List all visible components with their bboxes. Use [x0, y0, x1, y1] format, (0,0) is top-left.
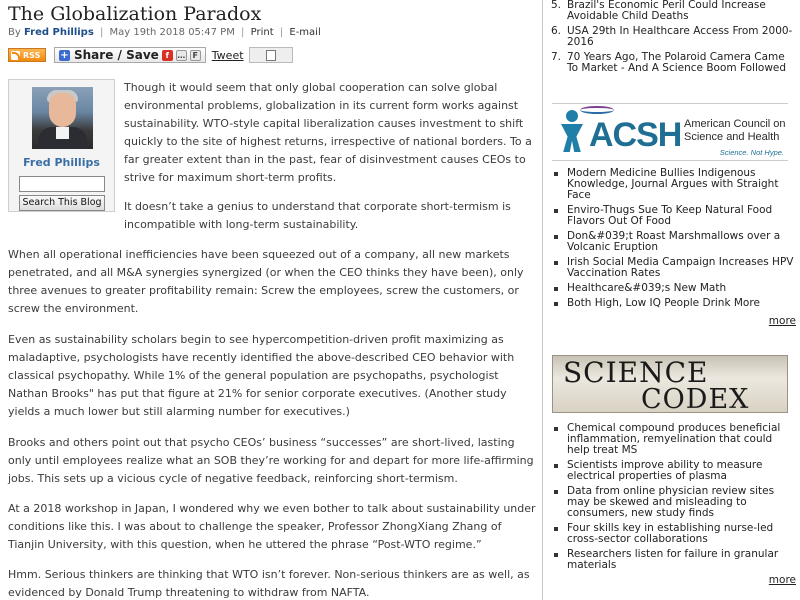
popular-item[interactable] — [551, 52, 796, 74]
article-paragraph: Hmm. Serious thinkers are thinking that WTO isn’t forever. Non-serious thinkers are as well, as evidenced by Donald Trump threatening to withdraw from NAFTA. — [8, 568, 530, 599]
acsh-logo-word: ACSH — [589, 116, 682, 154]
acsh-news-link[interactable]: Healthcare&#039;s New Math — [567, 282, 727, 294]
acsh-logo-subtitle: American Council on Science and Health — [684, 118, 786, 143]
share-plus-icon: + — [60, 49, 69, 61]
codex-news-list — [551, 423, 796, 575]
byline-prefix: By — [8, 27, 21, 38]
byline — [8, 27, 321, 38]
share-save-button[interactable] — [54, 47, 206, 63]
rss-icon — [11, 51, 20, 60]
article-paragraph: Though it would seem that only global cooperation can solve global environmental problems, globalization in its current form works against sustainability. WTO-style capital liberalization causes investment to shift quickly to the site of highest returns, irrespective of national borders. To a far greater extent than in the past, fear of disinvestment causes CEOs to strive for maximum short-term profits. — [124, 81, 532, 184]
acsh-news-link[interactable]: Don&#039;t Roast Marshmallows over a Volcanic Eruption — [567, 230, 781, 253]
acsh-news-list — [551, 168, 796, 313]
person-figure-icon — [558, 108, 588, 156]
acsh-news-item[interactable] — [551, 231, 796, 253]
codex-news-item[interactable] — [551, 523, 796, 545]
codex-news-item[interactable] — [551, 460, 796, 482]
codex-news-link[interactable]: Data from online physician review sites may be skewed and misleading to consumers, new study finds — [567, 485, 775, 519]
popular-item-number: 6. — [551, 25, 562, 37]
facebook-icon[interactable]: F — [190, 50, 201, 61]
popular-list — [551, 0, 796, 78]
acsh-news-link[interactable]: Enviro-Thugs Sue To Keep Natural Food Flavors Out Of Food — [567, 204, 773, 227]
popular-item-link[interactable]: USA 29th In Healthcare Access From 2000-2016 — [567, 25, 793, 48]
byline-author-link[interactable]: Fred Phillips — [23, 27, 94, 38]
acsh-news-link[interactable]: Modern Medicine Bullies Indigenous Knowledge, Journal Argues with Straight Face — [567, 167, 779, 201]
codex-news-item[interactable] — [551, 549, 796, 571]
byline-date: May 19th 2018 05:47 PM — [109, 27, 235, 38]
popular-item-number: 7. — [551, 51, 562, 63]
popular-item[interactable] — [551, 0, 796, 22]
codex-news-link[interactable]: Four skills key in establishing nurse-led cross-sector collaborations — [567, 522, 774, 545]
acsh-news-item[interactable] — [551, 257, 796, 279]
author-name-link[interactable]: Fred Phillips — [23, 156, 100, 169]
author-box — [8, 79, 115, 212]
article-paragraph: Even as sustainability scholars begin to see hypercompetition-driven profit maximizing as maladaptive, psychologists have recently identified the above-described CEO behavior with classical psychopathy. While 1% of the general population are psychopaths, psychologist Nathan Brooks" has put that figure at 21% for senior corporate executives. (Another study yields a much lower but still alarming number for executives.) — [8, 333, 515, 418]
article-paragraph: When all operational inefficiencies have been squeezed out of a company, all new markets penetrated, and all M&A synergies synergized (or when the CEO thinks they have been), only three avenues to greater profitability remain: Screw the employees, screw the customers, or screw the environment. — [8, 248, 524, 315]
blog-search-input[interactable] — [19, 176, 105, 192]
sidebar — [542, 0, 800, 600]
search-blog-button[interactable]: Search This Blog — [19, 195, 105, 211]
science-codex-logo[interactable] — [552, 355, 788, 413]
share-label: Share / Save — [74, 48, 159, 62]
article-title: The Globalization Paradox — [8, 3, 262, 25]
article-paragraph: It doesn’t take a genius to understand that corporate short-termism is incompatible with long-term sustainability. — [124, 200, 511, 231]
codex-news-link[interactable]: Scientists improve ability to measure electrical properties of plasma — [567, 459, 763, 482]
codex-logo-line1: SCIENCE — [563, 356, 709, 389]
rss-label: RSS — [23, 50, 41, 60]
print-link[interactable]: Print — [250, 27, 274, 38]
acsh-news-link[interactable]: Both High, Low IQ People Drink More — [567, 297, 760, 309]
acsh-logo[interactable] — [552, 103, 788, 161]
byline-separator: | — [99, 27, 104, 38]
rss-button[interactable] — [8, 48, 46, 62]
popular-item[interactable] — [551, 26, 796, 48]
popular-item-number: 5. — [551, 0, 562, 11]
codex-news-item[interactable] — [551, 486, 796, 519]
codex-news-item[interactable] — [551, 423, 796, 456]
share-toolbar — [8, 46, 293, 64]
popular-item-link[interactable]: 70 Years Ago, The Polaroid Camera Came To Market - And A Science Boom Followed — [567, 51, 787, 74]
tweet-button[interactable]: Tweet — [211, 48, 244, 62]
email-link[interactable]: E-mail — [289, 27, 321, 38]
acsh-logo-tagline: Science. Not Hype. — [719, 148, 784, 157]
byline-separator: | — [279, 27, 284, 38]
author-avatar[interactable] — [32, 87, 93, 149]
codex-more-link[interactable]: more — [768, 574, 796, 586]
codex-news-link[interactable]: Researchers listen for failure in granular materials — [567, 548, 779, 571]
flipboard-icon[interactable]: f — [162, 50, 173, 61]
codex-logo-line2: CODEX — [641, 384, 750, 415]
popular-item-link[interactable]: Brazil's Economic Peril Could Increase Avoidable Child Deaths — [567, 0, 766, 22]
acsh-news-item[interactable] — [551, 283, 796, 294]
article-paragraph: At a 2018 workshop in Japan, I wondered why we even bother to talk about sustainability under conditions like this. I was about to challenge the speaker, Professor ZhongXiang Zhang of Tianjin University, with this question, when he uttered the phrase “Post-WTO regime.” — [8, 502, 536, 551]
acsh-news-item[interactable] — [551, 298, 796, 309]
print-icon[interactable] — [249, 47, 293, 63]
more-share-icon[interactable]: … — [177, 50, 186, 60]
acsh-news-item[interactable] — [551, 205, 796, 227]
codex-news-link[interactable]: Chemical compound produces beneficial inflammation, remyelination that could help treat MS — [567, 422, 781, 456]
acsh-news-item[interactable] — [551, 168, 796, 201]
acsh-news-link[interactable]: Irish Social Media Campaign Increases HPV Vaccination Rates — [567, 256, 794, 279]
article-paragraph: Brooks and others point out that psycho CEOs’ business “successes” are short-lived, lasting only until employees realize what an SOB they’re working for and depart for more life-affirming jobs. This sets up a vicious cycle of negative feedback, reinforcing short-termism. — [8, 436, 534, 485]
byline-separator: | — [241, 27, 245, 38]
acsh-more-link[interactable]: more — [768, 315, 796, 327]
